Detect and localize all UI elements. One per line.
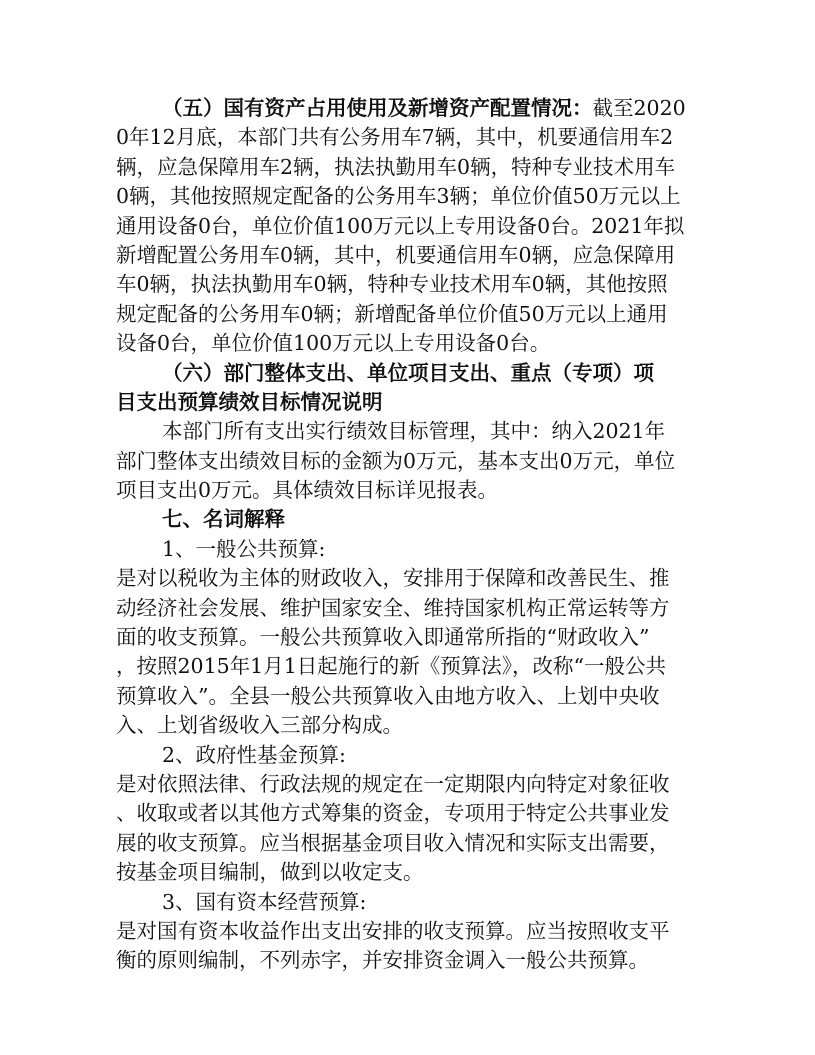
- body-text: 、收取或者以其他方式筹集的资金，专项用于特定公共事业发: [116, 801, 670, 826]
- body-text: 车0辆，执法执勤用车0辆，特种专业技术用车0辆，其他按照: [116, 272, 668, 297]
- body-text: 3、国有资本经营预算:: [162, 889, 367, 914]
- text-line: [116, 329, 706, 358]
- body-text: 展的收支预算。应当根据基金项目收入情况和实际支出需要，: [116, 830, 670, 855]
- body-text: 项目支出0万元。具体绩效目标详见报表。: [116, 478, 499, 503]
- text-line: [116, 594, 706, 623]
- text-line: [116, 388, 706, 417]
- body-text: ，按照2015年1月1日起施行的新《预算法》，改称“一般公共: [116, 654, 666, 679]
- body-text: 设备0台，单位价值100万元以上专用设备0台。: [116, 331, 551, 356]
- document-page: [116, 94, 706, 976]
- body-text: 是对以税收为主体的财政收入，安排用于保障和改善民生、推: [116, 566, 670, 591]
- body-text: 辆，应急保障用车2辆，执法执勤用车0辆，特种专业技术用车: [116, 154, 676, 179]
- text-line: [116, 858, 706, 887]
- text-line: [116, 153, 706, 182]
- body-text: 规定配备的公务用车0辆；新增配备单位价值50万元以上通用: [116, 301, 668, 326]
- text-line: [116, 917, 706, 946]
- text-line: [116, 359, 706, 388]
- text-line: [116, 652, 706, 681]
- text-line: [116, 829, 706, 858]
- body-text: 是对国有资本收益作出支出安排的收支预算。应当按照收支平: [116, 918, 670, 943]
- text-line: [116, 270, 706, 299]
- heading-text: 目支出预算绩效目标情况说明: [116, 389, 383, 414]
- text-line: [116, 770, 706, 799]
- text-line: [116, 241, 706, 270]
- text-line: [116, 535, 706, 564]
- body-text: 衡的原则编制，不列赤字，并安排资金调入一般公共预算。: [116, 948, 649, 973]
- body-text: 1、一般公共预算:: [162, 536, 326, 561]
- text-line: [116, 682, 706, 711]
- body-text: 面的收支预算。一般公共预算收入即通常所指的“财政收入”: [116, 625, 650, 650]
- text-line: [116, 94, 706, 123]
- body-text: 入、上划省级收入三部分构成。: [116, 713, 403, 738]
- document-body: [116, 94, 706, 976]
- body-text: 预算收入”。全县一般公共预算收入由地方收入、上划中央收: [116, 683, 660, 708]
- body-text: 截至2020: [592, 96, 686, 120]
- text-line: [116, 799, 706, 828]
- body-text: 2、政府性基金预算:: [162, 742, 346, 767]
- body-text: 动经济社会发展、维护国家安全、维持国家机构正常运转等方: [116, 595, 670, 620]
- text-line: [116, 300, 706, 329]
- text-line: [116, 623, 706, 652]
- body-text: 按基金项目编制，做到以收定支。: [116, 860, 424, 885]
- body-text: 新增配置公务用车0辆，其中，机要通信用车0辆，应急保障用: [116, 242, 676, 267]
- body-text: 通用设备0台，单位价值100万元以上专用设备0台。2021年拟: [116, 213, 685, 238]
- text-line: [116, 741, 706, 770]
- heading-text: 七、名词解释: [162, 507, 285, 532]
- body-text: 0年12月底，本部门共有公务用车7辆，其中，机要通信用车2: [116, 125, 674, 150]
- text-line: [116, 182, 706, 211]
- body-text: 部门整体支出绩效目标的金额为0万元，基本支出0万元，单位: [116, 448, 676, 473]
- text-line: [116, 476, 706, 505]
- text-line: [116, 212, 706, 241]
- text-line: [116, 564, 706, 593]
- body-text: 是对依照法律、行政法规的规定在一定期限内向特定对象征收: [116, 771, 670, 796]
- heading-text: （五）国有资产占用使用及新增资产配置情况：: [162, 96, 593, 120]
- text-line: [116, 946, 706, 975]
- text-line: [116, 888, 706, 917]
- body-text: 0辆，其他按照规定配备的公务用车3辆；单位价值50万元以上: [116, 184, 681, 209]
- text-line: [116, 505, 706, 534]
- text-line: [116, 123, 706, 152]
- body-text: 本部门所有支出实行绩效目标管理，其中：纳入2021年: [162, 419, 666, 444]
- text-line: [116, 417, 706, 446]
- text-line: [116, 711, 706, 740]
- text-line: [116, 447, 706, 476]
- heading-text: （六）部门整体支出、单位项目支出、重点（专项）项: [162, 360, 654, 385]
